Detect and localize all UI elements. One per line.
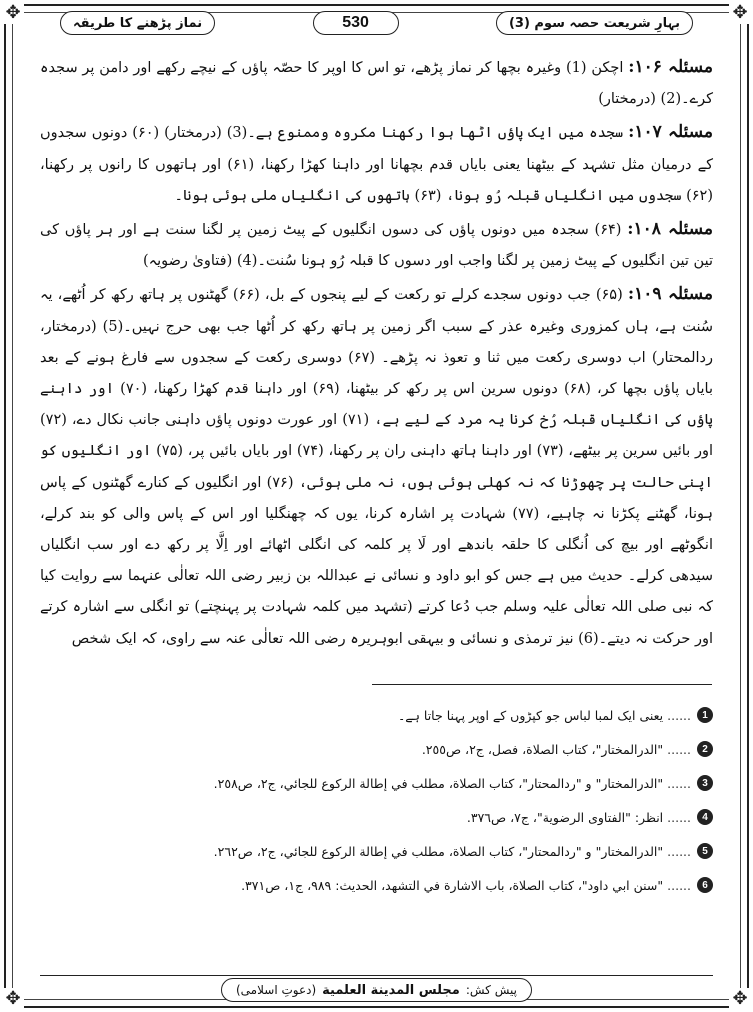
chapter-title: نماز پڑھنے کا طریقہ bbox=[60, 11, 215, 35]
footnote-number: 3 bbox=[697, 775, 713, 791]
masla-text: (۶۵) جب دونوں سجدے کرلے تو رکعت کے لیے پنجوں کے بل، (۶۶) گھٹنوں پر ہاتھ رکھ کر اُٹھے، یہ سُنت ہے، ہاں کمزوری وغیرہ عذر کے سبب اگر زمین پر ہاتھ رکھ کر اُٹھا جب بھی حرج نہیں۔(5) (درمختار، ردالمحتار) اب دوسری رکعت میں ثنا و تعوذ نہ پڑھے۔ (۶۷) دوسری رکعت کے سجدوں سے فارغ ہونے کے بعد بایاں پاؤں بچھا کر، (۶۸) دونوں سرین اس پر رکھ کر بیٹھنا، (۶۹) اور داہنا قدم کھڑا رکھنا، (۷۰) اور داہنے پاؤں کی انگلیاں قبلہ رُخ کرنا یہ مرد کے لیے ہے، (۷۱) اور عورت دونوں پاؤں داہنی جانب نکال دے، (۷۲) اور بائیں سرین پر بیٹھے، (۷۳) اور داہنا ہاتھ داہنی ران پر رکھنا، (۷۴) اور بایاں بائیں پر، (۷۵) اور انگلیوں کو اپنی حالت پر چھوڑنا کہ نہ کھلی ہوئی ہوں، نہ ملی ہوئی، (۷۶) اور انگلیوں کے کنارے گھٹنوں کے پاس ہونا، گھٹنے پکڑنا نہ چاہیے، (۷۷) شہادت پر اشارہ کرنا، یوں کہ چھنگلیا اور اس کے پاس والی کو بند کرلے، انگوٹھے اور بیچ کی اُنگلی کا حلقہ باندھے اور لَا پر کلمہ کی انگلی اٹھائے اور اِلَّا پر رکھ دے اور سب انگلیاں سیدھی کرلے۔ حدیث میں ہے جس کو ابو داود و نسائی نے عبداللہ بن زبیر رضی اللہ تعالٰی عنہما سے روایت کیا کہ نبی صلی اللہ تعالٰی علیہ وسلم جب دُعا کرتے (تشہد میں کلمہ شہادت پر پہنچتے) تو انگلی سے اشارہ کرتے اور حرکت نہ دیتے۔(6) نیز ترمذی و نسائی و بیہقی ابوہریرہ رضی اللہ تعالٰی عنہ سے راوی، کہ ایک شخص bbox=[40, 287, 713, 647]
organization-name: (دعوتِ اسلامی) bbox=[236, 983, 317, 997]
page-header bbox=[60, 10, 693, 36]
footnote-number: 2 bbox=[697, 741, 713, 757]
footnote-item: 5 ...... "الدرالمختار" و "ردالمحتار"، كتاب الصلاة، مطلب في إطالة الركوع للجائي، ج٢، ص٢٦٢. bbox=[40, 834, 713, 868]
presented-by-label: پیش کش: bbox=[465, 983, 517, 997]
footnote-text: "الدرالمختار"، كتاب الصلاة، فصل، ج٢، ص٢٥٥. bbox=[421, 741, 664, 757]
corner-ornament-icon: ✥ bbox=[2, 2, 24, 24]
corner-ornament-icon: ✥ bbox=[729, 988, 751, 1010]
footnote-item: 6 ...... "سنن ابي داود"، كتاب الصلاة، باب الاشارة في التشهد، الحديث: ٩٨٩، ج١، ص٣٧١. bbox=[40, 868, 713, 902]
footnote-number: 5 bbox=[697, 843, 713, 859]
footnote-item: 3 ...... "الدرالمختار" و "ردالمحتار"، كتاب الصلاة، مطلب في إطالة الركوع للجائي، ج٢، ص٢٥٨. bbox=[40, 766, 713, 800]
book-title: بہارِ شریعت حصہ سوم (3) bbox=[496, 11, 693, 35]
footnote-item: 4 ...... انظر: "الفتاوى الرضوية"، ج٧، ص٣٧٦. bbox=[40, 800, 713, 834]
main-text bbox=[40, 52, 713, 657]
footnote-text: انظر: "الفتاوى الرضوية"، ج٧، ص٣٧٦. bbox=[466, 809, 664, 825]
masla-107 bbox=[40, 117, 713, 212]
masla-109 bbox=[40, 279, 713, 654]
footnote-text: "الدرالمختار" و "ردالمحتار"، كتاب الصلاة، مطلب في إطالة الركوع للجائي، ج٢، ص٢٥٨. bbox=[213, 775, 664, 791]
publisher-badge bbox=[221, 978, 532, 1002]
corner-ornament-icon: ✥ bbox=[729, 2, 751, 24]
footnote-number: 4 bbox=[697, 809, 713, 825]
publisher-name: مجلس المدينة العلمية bbox=[322, 982, 460, 998]
footnote-text: "الدرالمختار" و "ردالمحتار"، كتاب الصلاة، مطلب في إطالة الركوع للجائي، ج٢، ص٢٦٢. bbox=[213, 843, 664, 859]
footer-divider bbox=[40, 975, 713, 976]
footnote-text: "سنن ابي داود"، كتاب الصلاة، باب الاشارة في التشهد، الحديث: ٩٨٩، ج١، ص٣٧١. bbox=[241, 877, 664, 893]
footnotes bbox=[40, 698, 713, 902]
masla-text: اچکن (1) وغیرہ بچھا کر نماز پڑھے، تو اس کا اوپر کا حصّہ پاؤں کے نیچے رکھے اور دامن پر سجدہ کرے۔(2) (درمختار) bbox=[40, 60, 713, 108]
masla-label: مسئلہ ۱۰۶: bbox=[628, 57, 713, 77]
masla-label: مسئلہ ۱۰۹: bbox=[627, 284, 713, 305]
masla-text: (۶۴) سجدہ میں دونوں پاؤں کی دسوں انگلیوں کے پیٹ زمین پر لگنا سنت ہے اور ہر پاؤں کی تین تین انگلیوں کے پیٹ زمین پر لگنا واجب اور دسوں کا قبلہ رُو ہونا سُنت۔(4) (فتاویٰ رضویہ) bbox=[40, 222, 713, 270]
masla-text: سجدہ میں ایک پاؤں اٹھا ہوا رکھنا مکروہ وممنوع ہے۔(3) (درمختار) (۶۰) دونوں سجدوں کے درمیان مثل تشہد کے بیٹھنا یعنی بایاں قدم بچھانا اور داہنا کھڑا رکھنا، (۶۱) اور ہاتھوں کا رانوں پر رکھنا، (۶۲) سجدوں میں انگلیاں قبلہ رُو ہونا، (۶۳) ہاتھوں کی انگلیاں ملی ہوئی ہونا۔ bbox=[40, 125, 713, 204]
masla-108 bbox=[40, 214, 713, 277]
masla-label: مسئلہ ۱۰۸: bbox=[627, 219, 713, 240]
corner-ornament-icon: ✥ bbox=[2, 988, 24, 1010]
footnote-item: 2 ...... "الدرالمختار"، كتاب الصلاة، فصل، ج٢، ص٢٥٥. bbox=[40, 732, 713, 766]
footnote-text: یعنی ایک لمبا لباس جو کپڑوں کے اوپر پہنا جاتا ہے۔ bbox=[397, 707, 664, 723]
footnote-item: 1 ...... یعنی ایک لمبا لباس جو کپڑوں کے اوپر پہنا جاتا ہے۔ bbox=[40, 698, 713, 732]
masla-106 bbox=[40, 52, 713, 115]
page-number: 530 bbox=[313, 11, 399, 35]
masla-label: مسئلہ ۱۰۷: bbox=[628, 122, 713, 143]
footnote-divider bbox=[372, 684, 712, 685]
page-footer bbox=[0, 978, 753, 1002]
footnote-number: 1 bbox=[697, 707, 713, 723]
footnote-number: 6 bbox=[697, 877, 713, 893]
